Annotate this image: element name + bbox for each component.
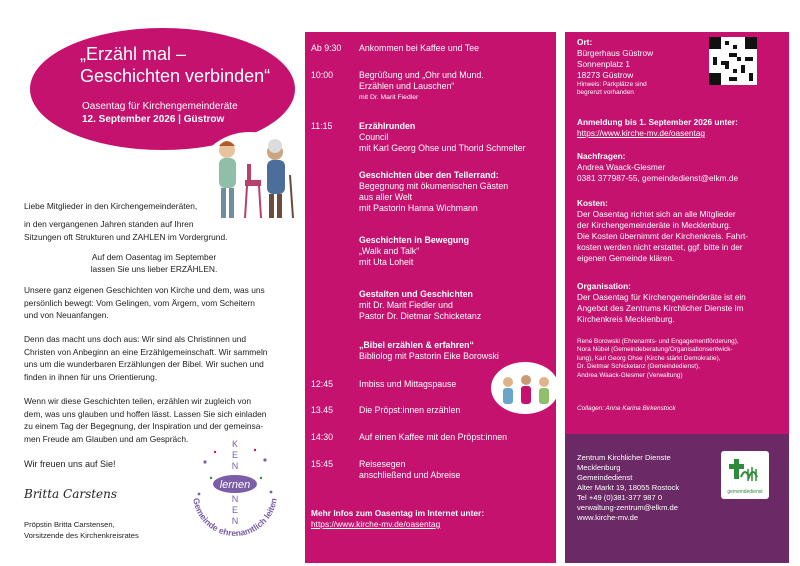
- footer-phone: Tel +49 (0)381-377 987 0: [577, 493, 663, 502]
- collage-credit: Collagen: Anna Karina Birkenstock: [577, 405, 676, 412]
- schedule-heading: Erzählrunden: [359, 121, 416, 131]
- para-4-line-1: Denn das macht uns doch aus: Wir sind als Christinnen und: [24, 334, 247, 344]
- para-5-line-3: zu einem Tag der Begegnung, der Inspiration und der gemeinsa-: [24, 421, 264, 431]
- contact-block: [577, 151, 782, 184]
- schedule-text: [359, 340, 564, 362]
- para-3-line-1: Unsere ganz eigenen Geschichten von Kirche und dem, was uns: [24, 285, 265, 295]
- venue-street: Sonnenplatz 1: [577, 59, 631, 69]
- cross-logo-icon: [721, 451, 769, 499]
- venue-hint-1: Hinweis: Parkplätze sind: [577, 81, 647, 88]
- schedule-text: [359, 70, 564, 103]
- schedule-time: 14:30: [311, 432, 334, 442]
- schedule-line: anschließend und Abreise: [359, 470, 461, 480]
- costs-line-5: eigenen Gemeinde klären.: [577, 253, 675, 263]
- registration-heading: Anmeldung bis 1. September 2026 unter:: [577, 117, 738, 127]
- more-info: [311, 508, 551, 530]
- organisation-line-3: Kirchenkreis Mecklenburg.: [577, 314, 675, 324]
- para-5-line-2: dem, was uns glauben und hoffen lässt. Lassen Sie sich einladen: [24, 408, 267, 419]
- title-line-1: „Erzähl mal –: [80, 44, 187, 64]
- badge-letter: N: [231, 461, 239, 471]
- para-3-line-2: persönlich bewegt: Vom Gelingen, vom Ärgern, vom Scheitern: [24, 297, 255, 308]
- team-member-2: Nora Nübel (Gemeindeberatung/Organisationsentwick-: [577, 346, 733, 354]
- schedule-line: Erzählen und Lauschen“: [359, 81, 455, 91]
- schedule-line: mit Pastorin Hanna Wichmann: [359, 203, 478, 213]
- signer-role: Vorsitzende des Kirchenkreisrates: [24, 530, 139, 540]
- schedule-line: mit Karl Georg Ohse und Thorid Schmelter: [359, 143, 526, 153]
- schedule-line: Bibliolog mit Pastorin Eike Borowski: [359, 351, 499, 361]
- schedule-heading: Geschichten in Bewegung: [359, 235, 469, 245]
- schedule-time: Ab 9:30: [311, 43, 342, 53]
- costs-heading: Kosten:: [577, 198, 608, 208]
- schedule-line: Die Pröpst:innen erzählen: [359, 405, 461, 415]
- para-4-line-3: uns um die wunderbaren Erzählungen der Bibel. Wir suchen und: [24, 359, 264, 369]
- team-member-5: Andrea Waack-Glesmer (Verwaltung): [577, 371, 683, 379]
- schedule-text: [359, 432, 564, 443]
- team-list: [577, 338, 782, 380]
- para-3-line-3: und von Neuanfangen.: [24, 310, 109, 320]
- schedule-line: „Walk and Talk“: [359, 246, 420, 256]
- badge-letter: K: [231, 439, 239, 449]
- para-3: [24, 284, 284, 322]
- schedule-text: [359, 459, 564, 481]
- venue-city: 18273 Güstrow: [577, 70, 634, 80]
- schedule-line: Ankommen bei Kaffee und Tee: [359, 43, 479, 53]
- title-line-2: Geschichten verbinden“: [80, 66, 271, 86]
- schedule-text: [359, 289, 564, 322]
- para-2-line-1: in den vergangenen Jahren standen auf Ihren: [24, 219, 194, 229]
- registration-block: [577, 117, 782, 139]
- organisation-line-2: Angebot des Zentrums Kirchlicher Dienste im: [577, 303, 744, 313]
- group-illustration: [490, 360, 560, 415]
- greeting: Liebe Mitglieder in den Kirchengemeinderäten,: [24, 201, 198, 211]
- schedule-text: [359, 170, 564, 214]
- footer-org: Zentrum Kirchlicher Dienste: [577, 453, 671, 462]
- schedule-time: 13.45: [311, 405, 334, 415]
- schedule-line: mit Uta Loheit: [359, 257, 414, 267]
- schedule-text: [359, 121, 564, 154]
- closing: Wir freuen uns auf Sie!: [24, 459, 116, 469]
- badge-center-word: lernen: [219, 479, 251, 491]
- footer-street: Alter Markt 19, 18055 Rostock: [577, 483, 680, 492]
- centered-callout: [24, 251, 284, 275]
- para-4-line-2: Christen von Anbeginn an eine Erzählgemeinschaft. Wir sammeln: [24, 346, 268, 357]
- schedule-heading: Gestalten und Geschichten: [359, 289, 473, 299]
- schedule-line: Council: [359, 132, 389, 142]
- callout-line-2: lassen Sie uns lieber ERZÄHLEN.: [90, 264, 218, 274]
- schedule-line: Begrüßung und „Ohr und Mund.: [359, 70, 484, 80]
- footer-address: [577, 453, 727, 523]
- event-title: [80, 43, 290, 87]
- schedule-heading: Geschichten über den Tellerrand:: [359, 170, 499, 180]
- organisation-block: [577, 281, 782, 325]
- schedule-line: mit Dr. Marit Fiedler und: [359, 300, 453, 310]
- schedule-note: mit Dr. Marit Fiedler: [359, 94, 419, 101]
- para-5-line-4: men Freude am Glauben und am Gespräch.: [24, 433, 189, 444]
- schedule-text: [359, 43, 564, 54]
- organisation-heading: Organisation:: [577, 281, 631, 291]
- badge-letter: N: [231, 494, 239, 504]
- team-member-3: lung), Karl Georg Ohse (Kirche stärkt Demokratie),: [577, 354, 721, 362]
- contact-details: 0381 377987-55, gemeindedienst@elkm.de: [577, 173, 739, 183]
- footer-website[interactable]: www.kirche-mv.de: [577, 513, 639, 522]
- registration-link[interactable]: https://www.kirche-mv.de/oasentag: [577, 128, 706, 138]
- venue-block: [577, 37, 782, 98]
- costs-line-2: der Kirchengemeinderäte in Mecklenburg.: [577, 220, 732, 230]
- schedule-time: 15:45: [311, 459, 334, 469]
- footer-region: Mecklenburg: [577, 463, 621, 472]
- schedule-heading: „Bibel erzählen & erfahren“: [359, 340, 474, 350]
- date-place: 12. September 2026 | Güstrow: [82, 114, 225, 125]
- subtitle-text: Oasentag für Kirchengemeinderäte: [82, 101, 238, 112]
- schedule-line: Reisesegen: [359, 459, 406, 469]
- footer-email[interactable]: verwaltung-zentrum@elkm.de: [577, 503, 678, 512]
- lernen-badge: [175, 434, 295, 554]
- venue-hint-2: begrenzt vorhanden: [577, 89, 634, 97]
- team-member-4: Dr. Dietmar Schicketanz (Gemeindedienst),: [577, 363, 700, 371]
- venue-name: Bürgerhaus Güstrow: [577, 48, 654, 58]
- schedule-line: aus aller Welt: [359, 192, 413, 202]
- event-subtitle: [82, 100, 282, 126]
- people-illustration: [195, 130, 305, 230]
- schedule-time: 12:45: [311, 379, 334, 389]
- badge-letter: E: [231, 505, 239, 515]
- gemeindedienst-logo: [721, 451, 769, 499]
- organisation-line-1: Der Oasentag für Kirchengemeinderäte ist ein: [577, 292, 746, 302]
- badge-letter: N: [231, 516, 239, 526]
- contact-name: Andrea Waack-Glesmer: [577, 162, 666, 172]
- team-member-1: René Borowski (Ehrenamts- und Engagementförderung),: [577, 338, 739, 345]
- schedule-line: Imbiss und Mittagspause: [359, 379, 457, 389]
- signature: Britta Carstens: [24, 487, 118, 501]
- callout-line-1: Auf dem Oasentag im September: [91, 252, 217, 262]
- badge-ring-path: Gemeinde ehrenamtlich leiten: [191, 497, 279, 539]
- venue-heading: Ort:: [577, 37, 593, 47]
- schedule-text: [359, 235, 564, 268]
- costs-line-1: Der Oasentag richtet sich an alle Mitglieder: [577, 209, 736, 219]
- schedule-line: Begegnung mit ökumenischen Gästen: [359, 181, 509, 191]
- schedule-time: 10:00: [311, 70, 334, 80]
- costs-line-4: kosten werden nicht erstattet, ggf. bitte in der: [577, 242, 743, 252]
- para-2: [24, 218, 284, 243]
- para-5-line-1: Wenn wir diese Geschichten teilen, erzählen wir zugleich von: [24, 396, 252, 406]
- badge-letter: E: [231, 450, 239, 460]
- logo-caption: gemeindedienst: [727, 489, 763, 495]
- schedule-line: Pastor Dr. Dietmar Schicketanz: [359, 311, 482, 321]
- costs-block: [577, 198, 782, 264]
- more-info-label: Mehr Infos zum Oasentag im Internet unter:: [311, 508, 485, 518]
- para-4-line-4: finden in ihnen für uns Orientierung.: [24, 371, 158, 382]
- footer-department: Gemeindedienst: [577, 473, 633, 482]
- schedule-time: 11:15: [311, 121, 333, 131]
- contact-heading: Nachfragen:: [577, 151, 626, 161]
- schedule-line: Auf einen Kaffee mit den Pröpst:innen: [359, 432, 508, 442]
- signer-name: Pröpstin Britta Carstensen,: [24, 520, 115, 529]
- para-4: [24, 333, 284, 383]
- para-2-line-2: Sitzungen oft Strukturen und ZAHLEN im Vordergrund.: [24, 231, 228, 242]
- more-info-link[interactable]: https://www.kirche-mv.de/oasentag: [311, 519, 441, 529]
- costs-line-3: Die Kosten übernimmt der Kirchenkreis. Fahrt-: [577, 231, 749, 241]
